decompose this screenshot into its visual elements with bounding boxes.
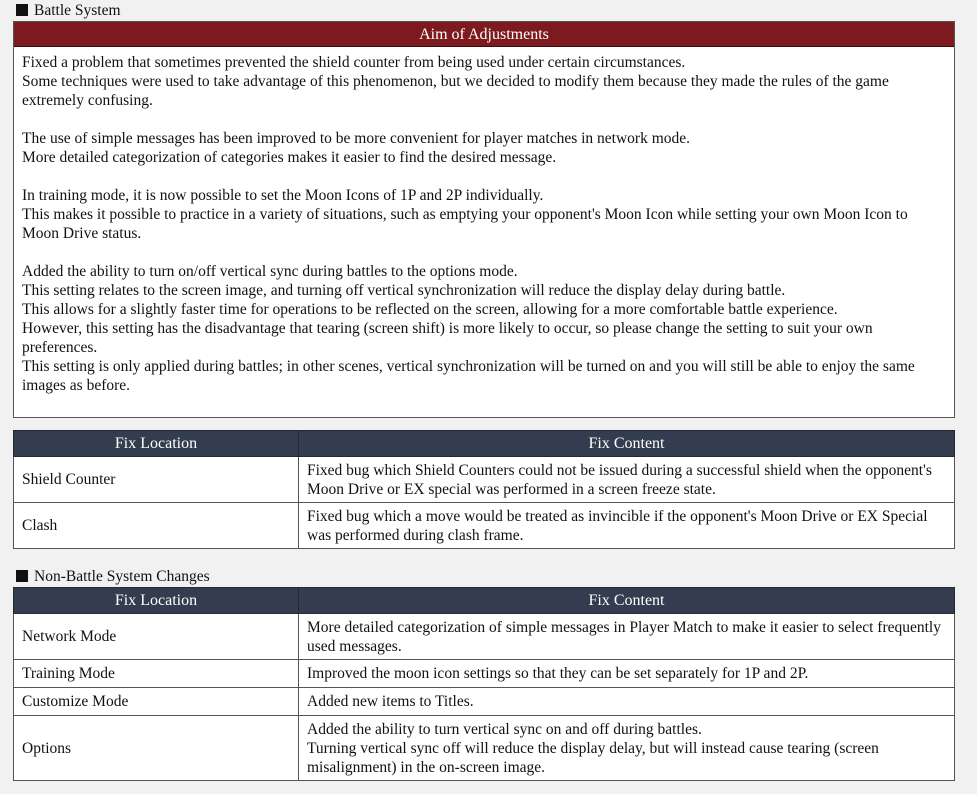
- aim-paragraph: In training mode, it is now possible to set the Moon Icons of 1P and 2P individually. This makes it possible to practice in a variety of situations, such as emptying your opponent's Moon Icon while setting your own Moon Icon to Moon Drive status.: [22, 187, 908, 242]
- table-header-row: [14, 431, 955, 457]
- fix-content-cell: Fixed bug which Shield Counters could not be issued during a successful shield when the opponent's Moon Drive or EX special was performed in a screen freeze state.: [299, 457, 955, 503]
- battle-fix-table: [13, 430, 955, 549]
- section-heading-label: Non-Battle System Changes: [34, 568, 210, 585]
- fix-content-cell: Added new items to Titles.: [299, 688, 955, 716]
- fix-location-cell: Training Mode: [14, 660, 299, 688]
- aim-paragraph: The use of simple messages has been improved to be more convenient for player matches in network mode. More detailed categorization of categories makes it easier to find the desired message.: [22, 130, 691, 166]
- table-row: [14, 457, 955, 503]
- square-bullet-icon: [16, 4, 28, 16]
- aim-of-adjustments-header: Aim of Adjustments: [14, 22, 954, 47]
- aim-of-adjustments-box: [13, 21, 955, 418]
- fix-content-cell: Improved the moon icon settings so that they can be set separately for 1P and 2P.: [299, 660, 955, 688]
- table-row: [14, 503, 955, 549]
- fix-location-cell: Options: [14, 716, 299, 781]
- section-heading-non-battle-system: [16, 568, 210, 586]
- fix-location-cell: Customize Mode: [14, 688, 299, 716]
- square-bullet-icon: [16, 570, 28, 582]
- table-row: [14, 614, 955, 660]
- aim-paragraph: Added the ability to turn on/off vertical sync during battles to the options mode. This setting relates to the screen image, and turning off vertical synchronization will reduce the display delay during battle. This allows for a slightly faster time for operations to be reflected on the screen, allowing for a more comfortable battle experience. However, this setting has the disadvantage that tearing (screen shift) is more likely to occur, so please change the setting to suit your own preferences. This setting is only applied during battles; in other scenes, vertical synchronization will be turned on and you will still be able to enjoy the same images as before.: [22, 263, 915, 394]
- fix-location-cell: Clash: [14, 503, 299, 549]
- table-row: [14, 688, 955, 716]
- column-header-fix-location: Fix Location: [14, 431, 299, 457]
- table-row: [14, 660, 955, 688]
- fix-content-cell: More detailed categorization of simple messages in Player Match to make it easier to select frequently used messages.: [299, 614, 955, 660]
- column-header-fix-content: Fix Content: [299, 431, 955, 457]
- section-heading-label: Battle System: [34, 2, 121, 19]
- fix-content-cell: Fixed bug which a move would be treated as invincible if the opponent's Moon Drive or EX Special was performed during clash frame.: [299, 503, 955, 549]
- aim-of-adjustments-body: [14, 47, 954, 395]
- aim-paragraph: Fixed a problem that sometimes prevented the shield counter from being used under certain circumstances. Some techniques were used to take advantage of this phenomenon, but we decided to modify them because they made the rules of the game extremely confusing.: [22, 54, 889, 109]
- table-header-row: [14, 588, 955, 614]
- non-battle-fix-table: [13, 587, 955, 781]
- section-heading-battle-system: [16, 2, 121, 20]
- column-header-fix-content: Fix Content: [299, 588, 955, 614]
- table-row: [14, 716, 955, 781]
- fix-content-cell: Added the ability to turn vertical sync on and off during battles. Turning vertical sync off will reduce the display delay, but will instead cause tearing (screen misalignment) in the on-screen image.: [299, 716, 955, 781]
- fix-location-cell: Network Mode: [14, 614, 299, 660]
- column-header-fix-location: Fix Location: [14, 588, 299, 614]
- fix-location-cell: Shield Counter: [14, 457, 299, 503]
